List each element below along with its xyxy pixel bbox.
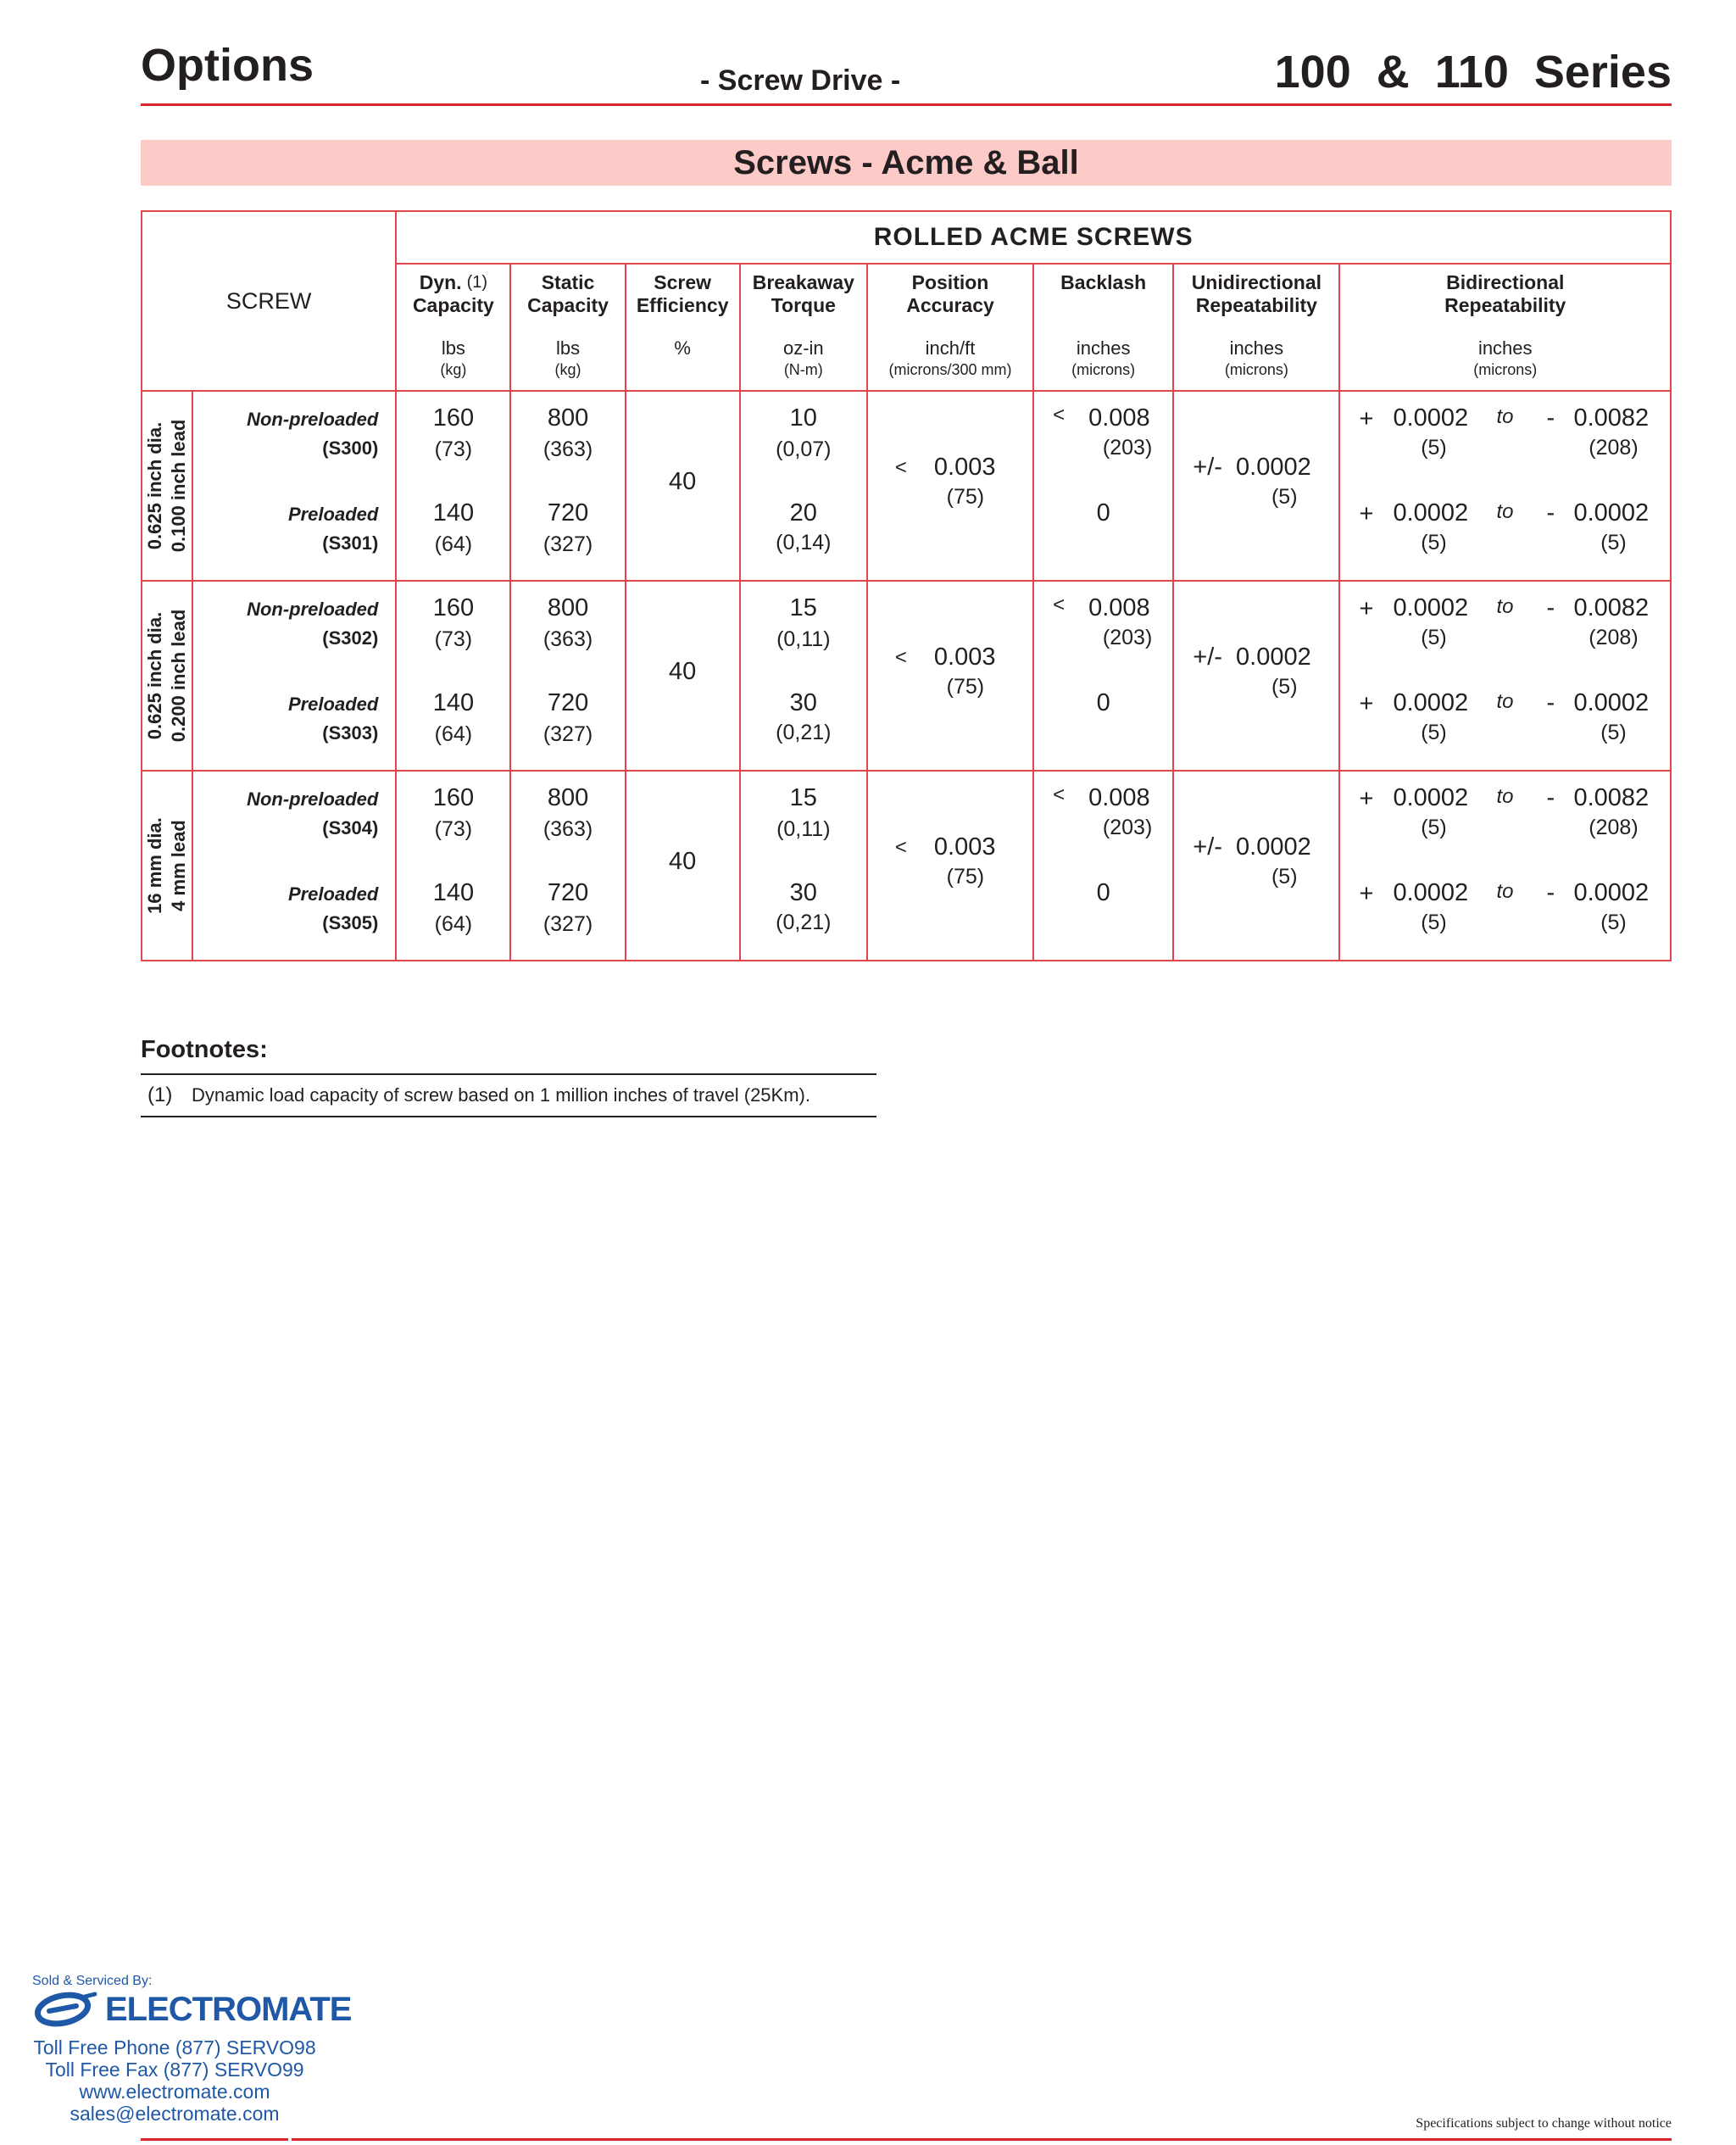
- footnote-number: (1): [147, 1084, 173, 1106]
- torque-p-nm: (0,14): [776, 531, 832, 554]
- preloaded-label: Preloaded: [287, 694, 379, 715]
- header-rule: [141, 103, 1672, 106]
- non-preloaded-code: (S302): [322, 627, 379, 649]
- accuracy-value: 0.003: [933, 644, 996, 671]
- efficiency-cell: [626, 391, 740, 581]
- torque-np-nm: (0,07): [776, 437, 832, 461]
- toll-free-fax: Toll Free Fax (877) SERVO99: [45, 2059, 304, 2081]
- footnote-ref: (1): [466, 273, 488, 292]
- dyn-np-value: 160: [432, 784, 475, 811]
- static-np-value: 800: [547, 594, 589, 621]
- accuracy-value: 0.003: [933, 833, 996, 861]
- col-unit-metric: (kg): [440, 361, 467, 378]
- toll-free-phone: Toll Free Phone (877) SERVO98: [33, 2036, 316, 2059]
- static-np-kg: (363): [542, 817, 593, 841]
- unidirectional-cell: [1173, 391, 1339, 581]
- preloaded-label: Preloaded: [287, 504, 379, 525]
- screw-size-label: [143, 817, 191, 914]
- torque-p-value: 30: [789, 879, 817, 906]
- unidirectional-microns: (5): [1271, 865, 1298, 889]
- bi-np-low-microns: (5): [1421, 626, 1447, 649]
- non-preloaded-label: Non-preloaded: [247, 788, 379, 810]
- bidirectional-cell: [1339, 581, 1671, 771]
- backlash-p-value: 0: [1096, 689, 1110, 716]
- static-capacity-cell: [510, 771, 625, 961]
- col-title: Capacity: [527, 294, 609, 316]
- minus-symbol: -: [1546, 784, 1555, 811]
- non-preloaded-label: Non-preloaded: [247, 599, 379, 620]
- col-unit-metric: (microns/300 mm): [888, 361, 1012, 378]
- col-title: Position: [911, 271, 989, 293]
- col-unit-metric: (microns): [1071, 361, 1136, 378]
- bidirectional-cell: [1339, 771, 1671, 961]
- dyn-p-kg: (64): [434, 912, 473, 936]
- preloaded-code: (S305): [322, 912, 379, 933]
- to-label: to: [1496, 785, 1514, 808]
- unidirectional-value: +/- 0.0002: [1193, 833, 1311, 861]
- dyn-np-kg: (73): [434, 627, 473, 651]
- bi-p-high: 0.0002: [1573, 879, 1650, 906]
- torque-np-nm: (0,11): [776, 627, 831, 651]
- unidirectional-value: +/- 0.0002: [1193, 454, 1311, 481]
- non-preloaded-code: (S304): [322, 817, 379, 838]
- footnote-rule-bottom: [141, 1116, 876, 1117]
- screw-group-row: [142, 581, 1671, 771]
- bi-np-low: 0.0002: [1393, 594, 1469, 621]
- minus-symbol: -: [1546, 499, 1555, 526]
- footer-rule-gap: [288, 2137, 292, 2143]
- preloaded-code: (S301): [322, 532, 379, 554]
- col-title: Unidirectional: [1191, 271, 1322, 293]
- unidirectional-cell: [1173, 771, 1339, 961]
- col-title: Screw: [654, 271, 712, 293]
- section-band: [141, 140, 1672, 186]
- backlash-cell: [1033, 771, 1173, 961]
- to-label: to: [1496, 880, 1514, 903]
- screw-heading: SCREW: [142, 211, 396, 391]
- col-efficiency: [626, 264, 740, 391]
- less-than-symbol: <: [894, 456, 907, 479]
- less-than-symbol: <: [894, 646, 907, 669]
- preloaded-label: Preloaded: [287, 883, 379, 905]
- backlash-np-value: 0.008: [1088, 404, 1150, 432]
- col-title: Bidirectional: [1446, 271, 1565, 293]
- series-title: 100 & 110 Series: [1274, 47, 1672, 98]
- col-title: Breakaway: [752, 271, 854, 293]
- accuracy-cell: [867, 391, 1033, 581]
- accuracy-cell: [867, 771, 1033, 961]
- col-backlash: [1033, 264, 1173, 391]
- dyn-capacity-cell: [396, 391, 510, 581]
- bi-np-low: 0.0002: [1393, 404, 1469, 432]
- torque-p-nm: (0,21): [776, 721, 832, 744]
- accuracy-microns: (75): [946, 675, 985, 699]
- non-preloaded-label: Non-preloaded: [247, 409, 379, 430]
- col-unit: oz-in: [782, 337, 824, 359]
- specs-notice: Specifications subject to change without notice: [1416, 2116, 1672, 2131]
- static-np-kg: (363): [542, 437, 593, 461]
- size-lead: 4 mm lead: [168, 820, 190, 911]
- to-label: to: [1496, 690, 1514, 713]
- accuracy-cell: [867, 581, 1033, 771]
- backlash-p-value: 0: [1096, 499, 1110, 526]
- sold-by-label: Sold & Serviced By:: [32, 1974, 153, 1988]
- static-np-value: 800: [547, 784, 589, 811]
- less-than-symbol: <: [894, 836, 907, 859]
- accuracy-microns: (75): [946, 485, 985, 509]
- footer-rule: [141, 2138, 1672, 2141]
- bi-np-low-microns: (5): [1421, 816, 1447, 839]
- to-label: to: [1496, 500, 1514, 523]
- bi-np-low: 0.0002: [1393, 784, 1469, 811]
- backlash-p-value: 0: [1096, 879, 1110, 906]
- accuracy-value: 0.003: [933, 454, 996, 481]
- dyn-np-value: 160: [432, 404, 475, 432]
- col-position-accuracy: [867, 264, 1033, 391]
- static-capacity-cell: [510, 581, 625, 771]
- plus-symbol: +: [1359, 785, 1374, 812]
- col-static-capacity: [510, 264, 625, 391]
- col-unit: inch/ft: [925, 337, 976, 359]
- col-unit-metric: (N-m): [783, 361, 823, 378]
- less-than-symbol: <: [1053, 593, 1066, 616]
- col-breakaway-torque: [740, 264, 867, 391]
- col-unit-metric: (microns): [1224, 361, 1288, 378]
- torque-p-nm: (0,21): [776, 911, 832, 934]
- dyn-np-kg: (73): [434, 437, 473, 461]
- bi-p-low-microns: (5): [1421, 911, 1447, 934]
- screw-size-cell: [142, 581, 192, 771]
- to-label: to: [1496, 595, 1514, 618]
- bi-np-high: 0.0082: [1573, 594, 1650, 621]
- static-capacity-cell: [510, 391, 625, 581]
- backlash-cell: [1033, 391, 1173, 581]
- col-title: Dyn.: [419, 271, 462, 293]
- footnotes-title: Footnotes:: [141, 1036, 268, 1063]
- footnote-rule-top: [141, 1073, 876, 1075]
- dyn-p-value: 140: [432, 499, 475, 526]
- footnote-text: Dynamic load capacity of screw based on 1 million inches of travel (25Km).: [192, 1084, 810, 1106]
- bidirectional-cell: [1339, 391, 1671, 581]
- screw-type-cell: [192, 391, 396, 581]
- bi-np-low-microns: (5): [1421, 436, 1447, 460]
- band-title: Screws - Acme & Ball: [733, 144, 1079, 181]
- torque-cell: [740, 581, 867, 771]
- static-p-value: 720: [547, 689, 589, 716]
- dyn-p-value: 140: [432, 879, 475, 906]
- static-p-kg: (327): [542, 532, 593, 556]
- bi-p-high-microns: (5): [1600, 531, 1627, 554]
- col-title: Torque: [771, 294, 836, 316]
- static-p-value: 720: [547, 499, 589, 526]
- size-diameter: 0.625 inch dia.: [144, 611, 166, 740]
- minus-symbol: -: [1546, 689, 1555, 716]
- col-title: Efficiency: [636, 294, 729, 316]
- backlash-np-microns: (203): [1102, 436, 1153, 460]
- efficiency-value: 40: [669, 468, 697, 495]
- bi-p-low: 0.0002: [1393, 689, 1469, 716]
- unidirectional-cell: [1173, 581, 1339, 771]
- unidirectional-value: +/- 0.0002: [1193, 644, 1311, 671]
- bi-p-high: 0.0002: [1573, 689, 1650, 716]
- efficiency-cell: [626, 581, 740, 771]
- unidirectional-microns: (5): [1271, 485, 1298, 509]
- dyn-np-kg: (73): [434, 817, 473, 841]
- col-title: Backlash: [1060, 271, 1147, 293]
- preloaded-code: (S303): [322, 722, 379, 744]
- screw-size-cell: [142, 771, 192, 961]
- dyn-np-value: 160: [432, 594, 475, 621]
- minus-symbol: -: [1546, 594, 1555, 621]
- bi-np-high-microns: (208): [1589, 436, 1639, 460]
- electromate-logo-icon: [32, 1989, 100, 2030]
- efficiency-cell: [626, 771, 740, 961]
- plus-symbol: +: [1359, 500, 1374, 527]
- col-unit: %: [674, 337, 691, 359]
- dyn-p-kg: (64): [434, 532, 473, 556]
- static-p-kg: (327): [542, 912, 593, 936]
- non-preloaded-code: (S300): [322, 437, 379, 459]
- col-unit: inches: [1477, 337, 1533, 359]
- dyn-capacity-cell: [396, 771, 510, 961]
- bi-p-high: 0.0002: [1573, 499, 1650, 526]
- torque-p-value: 20: [789, 499, 817, 526]
- col-title: Repeatability: [1195, 294, 1317, 316]
- backlash-np-microns: (203): [1102, 816, 1153, 839]
- col-unit-metric: (kg): [554, 361, 581, 378]
- screw-size-label: [143, 420, 191, 553]
- size-lead: 0.200 inch lead: [168, 609, 190, 743]
- static-np-kg: (363): [542, 627, 593, 651]
- size-diameter: 0.625 inch dia.: [144, 421, 166, 550]
- less-than-symbol: <: [1053, 404, 1066, 426]
- bi-p-high-microns: (5): [1600, 721, 1627, 744]
- torque-np-value: 15: [789, 594, 817, 621]
- bi-p-low: 0.0002: [1393, 499, 1469, 526]
- screw-size-cell: [142, 391, 192, 581]
- bi-np-high: 0.0082: [1573, 784, 1650, 811]
- screw-type-cell: [192, 581, 396, 771]
- torque-cell: [740, 391, 867, 581]
- bi-np-high-microns: (208): [1589, 626, 1639, 649]
- section-title: Options: [141, 40, 314, 91]
- col-bidirectional-repeatability: [1339, 264, 1671, 391]
- torque-np-value: 15: [789, 784, 817, 811]
- accuracy-microns: (75): [946, 865, 985, 889]
- size-diameter: 16 mm dia.: [144, 817, 166, 914]
- col-title: Accuracy: [906, 294, 994, 316]
- col-title: Capacity: [412, 294, 494, 316]
- brand-name: ELECTROMATE: [105, 1991, 352, 2028]
- bi-p-low: 0.0002: [1393, 879, 1469, 906]
- plus-symbol: +: [1359, 405, 1374, 432]
- col-unit: lbs: [555, 337, 581, 359]
- static-np-value: 800: [547, 404, 589, 432]
- torque-p-value: 30: [789, 689, 817, 716]
- bi-np-high-microns: (208): [1589, 816, 1639, 839]
- plus-symbol: +: [1359, 880, 1374, 907]
- dyn-p-value: 140: [432, 689, 475, 716]
- less-than-symbol: <: [1053, 783, 1066, 806]
- bi-p-high-microns: (5): [1600, 911, 1627, 934]
- bi-p-low-microns: (5): [1421, 721, 1447, 744]
- bi-p-low-microns: (5): [1421, 531, 1447, 554]
- backlash-np-microns: (203): [1102, 626, 1153, 649]
- static-p-kg: (327): [542, 722, 593, 746]
- page-subtitle: - Screw Drive -: [700, 64, 901, 97]
- efficiency-value: 40: [669, 658, 697, 685]
- backlash-np-value: 0.008: [1088, 784, 1150, 811]
- col-title: Repeatability: [1444, 294, 1566, 316]
- screw-group-row: [142, 771, 1671, 961]
- col-unit: lbs: [441, 337, 465, 359]
- bi-np-high: 0.0082: [1573, 404, 1650, 432]
- screw-spec-table: [141, 210, 1672, 961]
- minus-symbol: -: [1546, 879, 1555, 906]
- group-title: ROLLED ACME SCREWS: [396, 211, 1671, 264]
- torque-cell: [740, 771, 867, 961]
- col-unidirectional-repeatability: [1173, 264, 1339, 391]
- screw-size-label: [143, 610, 191, 743]
- minus-symbol: -: [1546, 404, 1555, 432]
- size-lead: 0.100 inch lead: [168, 419, 190, 553]
- col-dyn-capacity: [396, 264, 510, 391]
- col-unit: inches: [1229, 337, 1284, 359]
- email-link[interactable]: sales@electromate.com: [70, 2103, 280, 2125]
- backlash-np-value: 0.008: [1088, 594, 1150, 621]
- dyn-p-kg: (64): [434, 722, 473, 746]
- screw-group-row: [142, 391, 1671, 581]
- to-label: to: [1496, 405, 1514, 428]
- efficiency-value: 40: [669, 848, 697, 875]
- torque-np-value: 10: [789, 404, 817, 432]
- backlash-cell: [1033, 581, 1173, 771]
- screw-type-cell: [192, 771, 396, 961]
- torque-np-nm: (0,11): [776, 817, 831, 841]
- col-unit-metric: (microns): [1473, 361, 1538, 378]
- website-link[interactable]: www.electromate.com: [79, 2081, 270, 2103]
- col-title: Static: [541, 271, 595, 293]
- unidirectional-microns: (5): [1271, 675, 1298, 699]
- col-unit: inches: [1076, 337, 1131, 359]
- static-p-value: 720: [547, 879, 589, 906]
- plus-symbol: +: [1359, 690, 1374, 717]
- plus-symbol: +: [1359, 595, 1374, 622]
- dyn-capacity-cell: [396, 581, 510, 771]
